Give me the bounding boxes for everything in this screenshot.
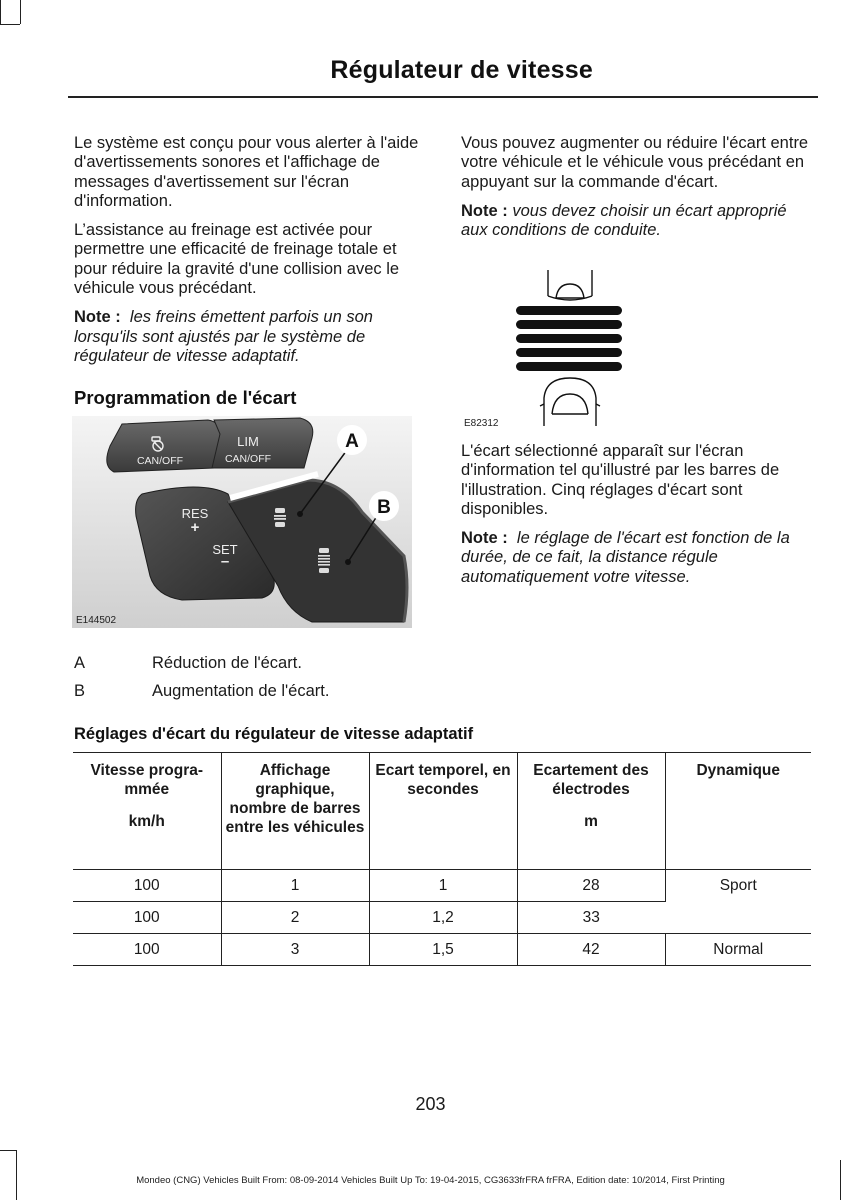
note-label: Note :: [461, 529, 508, 548]
cell-speed: 100: [73, 934, 221, 966]
header-distance-unit: m: [584, 813, 598, 830]
cell-dynamic: Normal: [713, 941, 764, 958]
page-title: Régulateur de vitesse: [330, 56, 593, 84]
crop-mark: [0, 1150, 16, 1151]
left-para-2: L’assistance au freinage est activée pour permettre une efficacité de freinage totale et pour réduire la gravité d'une collision avec le véhicule vous précédant.: [74, 221, 400, 298]
note-text: le réglage de l'écart est fonction de la durée, de ce fait, la distance régule automatiquement votre vitesse.: [461, 529, 790, 586]
cell-distance: 28: [517, 870, 665, 902]
right-note-1: [461, 202, 817, 241]
cell-dynamic: Sport: [719, 877, 757, 894]
cell-time: 1: [369, 870, 517, 902]
table-row: [73, 870, 811, 902]
table-header-row: [73, 753, 811, 870]
crop-mark: [0, 0, 1, 24]
cell-distance: 42: [517, 934, 665, 966]
btn-res-label: RES: [181, 506, 209, 521]
cell-distance: 33: [582, 909, 600, 926]
btn-can-off-label: CAN/OFF: [136, 455, 184, 467]
legend-key: B: [74, 682, 86, 700]
gap-bar: [516, 362, 622, 371]
steering-controls-figure: [72, 416, 412, 628]
steering-controls-illustration: [72, 416, 412, 628]
page-number: 203: [415, 1094, 446, 1114]
gap-display-illustration: [510, 266, 630, 432]
btn-lim-can-off-label: CAN/OFF: [224, 453, 272, 465]
cell-time: 1,5: [369, 934, 517, 966]
front-car-icon: [548, 270, 592, 300]
btn-lim-label: LIM: [237, 434, 259, 449]
header-speed-label: Vitesse progra-mmée: [90, 762, 204, 798]
gap-settings-table: [73, 752, 811, 966]
legend-text: Réduction de l'écart.: [152, 654, 302, 672]
crop-mark: [20, 0, 21, 24]
note-label: Note :: [74, 308, 121, 327]
cell-bars: 3: [221, 934, 369, 966]
left-column: [74, 134, 430, 408]
gap-bar: [516, 334, 622, 343]
right-para-1: Vous pouvez augmenter ou réduire l'écart entre votre véhicule et le véhicule vous précédant en appuyant sur la commande d'écart.: [461, 134, 809, 191]
note-text: vous devez choisir un écart approprié aux conditions de conduite.: [461, 201, 787, 240]
gap-bar: [516, 320, 622, 329]
btn-set-label: SET: [212, 542, 238, 557]
gap-bar: [516, 306, 622, 315]
right-note-2: [461, 529, 817, 587]
callout-a-label: A: [345, 431, 359, 452]
right-column-lower: [461, 442, 817, 597]
controls-figure-code: E144502: [76, 615, 117, 626]
page-footer: Mondeo (CNG) Vehicles Built From: 08-09-2014 Vehicles Built Up To: 19-04-2015, CG3633frFRA frFRA, Edition date: 10/2014, First Printing: [136, 1175, 725, 1186]
cell-speed: 100: [73, 902, 221, 934]
section-heading: Programmation de l'écart: [74, 387, 297, 409]
header-bars: Affichage graphique, nombre de barres entre les véhicules: [221, 753, 369, 870]
cell-bars: 2: [221, 902, 369, 934]
crop-mark: [0, 24, 20, 25]
right-para-2: L'écart sélectionné apparaît sur l'écran d'information tel qu'illustré par les barres de l'illustration. Cinq réglages d'écart sont disponibles.: [461, 442, 780, 518]
right-column: [461, 134, 817, 250]
cell-speed: 100: [73, 870, 221, 902]
note-label: Note :: [461, 201, 508, 220]
note-text: les freins émettent parfois un son lorsqu'ils sont ajustés par le système de régulateur de vitesse adaptatif.: [74, 308, 373, 365]
gap-bars: [516, 306, 622, 371]
own-car-icon: [540, 378, 600, 426]
btn-res-plus-label: +: [190, 519, 200, 536]
legend-row: [74, 677, 329, 705]
table-title: Réglages d'écart du régulateur de vitesse adaptatif: [74, 725, 474, 743]
gap-bar: [516, 348, 622, 357]
header-distance-label: Ecartement des électrodes: [533, 762, 649, 798]
left-note: [74, 308, 430, 366]
left-para-1: Le système est conçu pour vous alerter à l'aide d'avertissements sonores et l'affichage de messages d'avertissement sur l'écran d'information.: [74, 134, 419, 210]
header-speed-unit: km/h: [128, 813, 165, 830]
legend-key: A: [74, 654, 86, 672]
figure-legend: [74, 649, 329, 705]
header-speed: [73, 753, 221, 870]
gap-figure-code: E82312: [464, 418, 499, 429]
table-row: [73, 934, 811, 966]
header-dynamic: Dynamique: [696, 762, 781, 779]
cell-time: 1,2: [369, 902, 517, 934]
legend-text: Augmentation de l'écart.: [152, 682, 330, 700]
legend-row: [74, 649, 329, 677]
gap-display-figure: [510, 266, 630, 432]
header-time: Ecart temporel, en secondes: [369, 753, 517, 870]
callout-b-label: B: [377, 497, 391, 518]
cell-bars: 1: [221, 870, 369, 902]
btn-set-minus-label: –: [220, 553, 230, 570]
header-distance: [517, 753, 665, 870]
title-rule: [68, 96, 818, 98]
